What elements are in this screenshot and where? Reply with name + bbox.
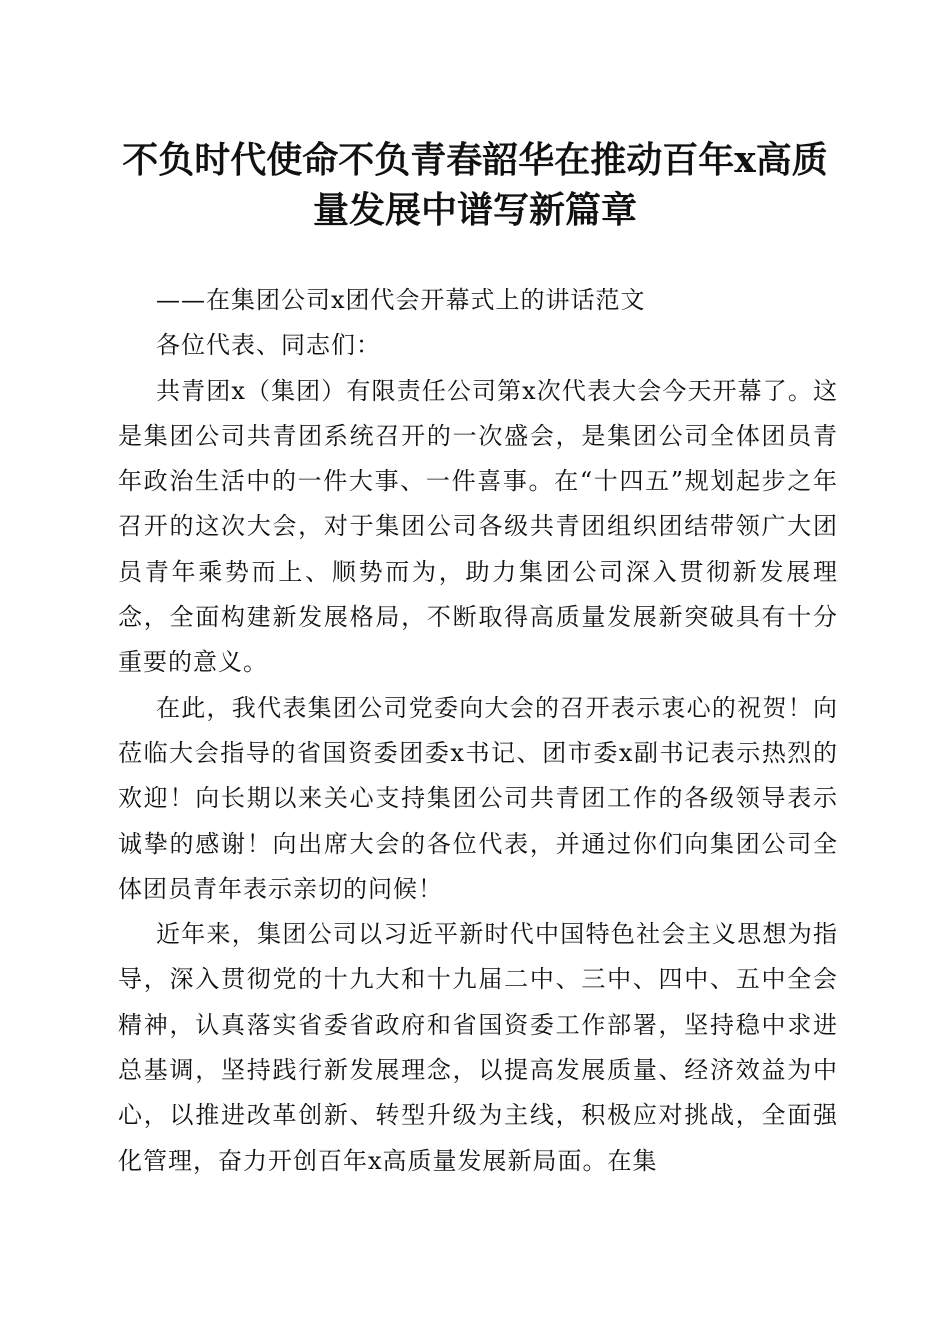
paragraph-3: 近年来，集团公司以习近平新时代中国特色社会主义思想为指导，深入贯彻党的十九大和十九届二中、三中、四中、五中全会精神，认真落实省委省政府和省国资委工作部署，坚持稳中求进总基调，坚持践行新发展理念，以提高发展质量、经济效益为中心，以推进改革创新、转型升级为主线，积极应对挑战，全面强化管理，奋力开创百年x高质量发展新局面。在集 bbox=[118, 920, 838, 1175]
document-subtitle: ——在集团公司x团代会开幕式上的讲话范文 bbox=[156, 286, 646, 314]
paragraph-2: 在此，我代表集团公司党委向大会的召开表示衷心的祝贺！向莅临大会指导的省国资委团委x书记、团市委x副书记表示热烈的欢迎！向长期以来关心支持集团公司共青团工作的各级领导表示诚挚的感谢！向出席大会的各位代表，并通过你们向集团公司全体团员青年表示亲切的问候！ bbox=[118, 693, 838, 903]
salutation: 各位代表、同志们： bbox=[156, 331, 381, 360]
paragraph-1: 共青团x（集团）有限责任公司第x次代表大会今天开幕了。这是集团公司共青团系统召开的一次盛会，是集团公司全体团员青年政治生活中的一件大事、一件喜事。在“十四五”规划起步之年召开的这次大会，对于集团公司各级共青团组织团结带领广大团员青年乘势而上、顺势而为，助力集团公司深入贯彻新发展理念，全面构建新发展格局，不断取得高质量发展新突破具有十分重要的意义。 bbox=[118, 376, 838, 677]
document-body bbox=[118, 278, 838, 1184]
document-title: 不负时代使命不负青春韶华在推动百年x高质量发展中谱写新篇章 bbox=[122, 139, 828, 231]
